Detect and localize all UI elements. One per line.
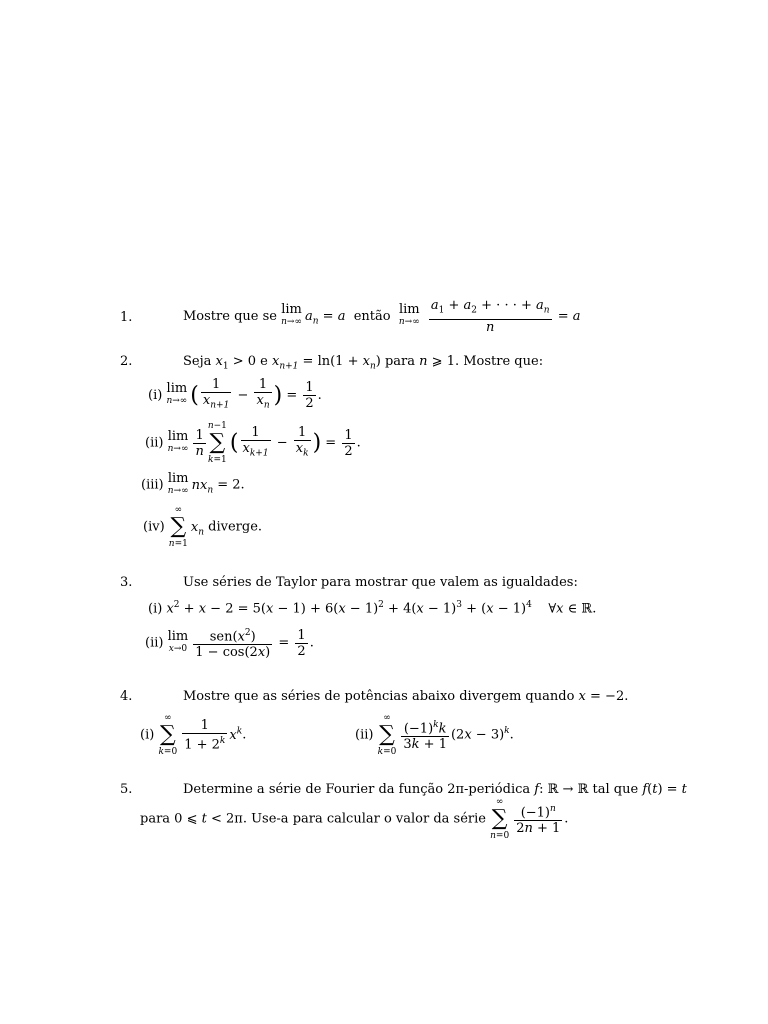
problem-5-statement: Determine a série de Fourier da função 2π-periódica f: ℝ → ℝ tal que f(t) = t [183,782,687,797]
problem-4-number: 4. [120,689,133,704]
problem-2-item-iv: (iv) ∞ ∑ n=1 $x_n$ diverge. [143,505,263,549]
problem-3-number: 3. [120,575,133,590]
problem-1-number: 1. [120,310,133,325]
problem-2-item-i: (i) lim n→∞ ( $\frac{1}{x_{n+1}}$ − $\frac{1}{x_n}$ ) = $\frac{1}{2}$ . [148,377,322,411]
problem-3-statement: Use séries de Taylor para mostrar que valem as igualdades: [183,575,578,590]
problem-5-number: 5. [120,782,133,797]
problem-2-statement: Seja $x_1 > 0$ e $x_{n+1} = \ln(1 + x_n)$ para n ⩾ 1. Mostre que: [183,354,544,372]
problem-3-item-i: (i) $x^2 + x - 2 = 5(x - 1) + 6(x - 1)^2 + 4(x - 1)^3 + (x - 1)^4$ ∀x ∈ ℝ. [148,600,597,617]
problem-4-item-i: (i) ∞ ∑ k=0 $\frac{1}{1 + 2^k}$ $x^k$. [140,713,247,757]
problem-2-item-ii: (ii) lim n→∞ $\frac{1}{n}$ n−1 ∑ k=1 ( $\frac{1}{x_{k+1}}$ − $\frac{1}{x_k}$ ) = $\frac{1}{2}$ . [145,421,361,465]
problem-3-item-ii: (ii) lim x→0 $sen(x^2)$ 1 − cos(2x) = $\frac{1}{2}$ . [145,627,314,661]
problem-4-item-ii: (ii) ∞ ∑ k=0 $\frac{(-1)^kk}{3k + 1}$ $(2x - 3)^k$. [355,713,514,757]
problem-2-item-iii: (iii) lim n→∞ $nx_n = 2$. [141,471,245,496]
problem-5-line-2: para 0 ⩽ t < 2π. Use-a para calcular o valor da série ∞ ∑ n=0 $\frac{(-1)^n}{2n + 1}$ . [140,797,569,841]
problem-2-number: 2. [120,354,133,369]
problem-1-statement: Mostre que se lim n→∞ $a_n = a$ então lim n→∞ $\frac{a_1 + a_2 + \cdot \cdot \cdot + a_n}{n}$ = a [183,298,581,335]
problem-4-statement: Mostre que as séries de potências abaixo divergem quando x = −2. [183,689,629,704]
